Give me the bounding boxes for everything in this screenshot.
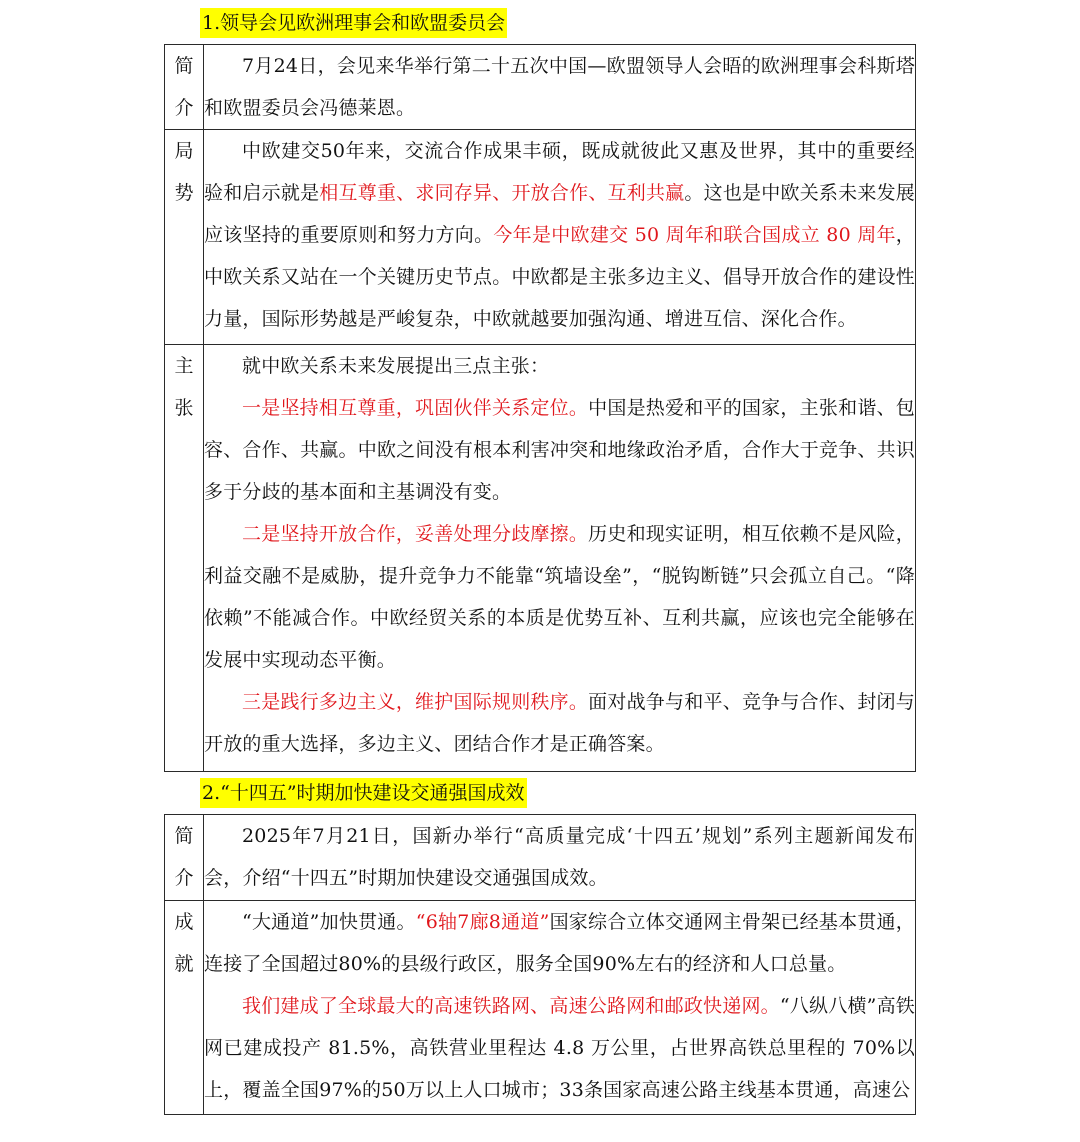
highlighted-text: 三是践行多边主义，维护国际规则秩序。: [242, 691, 589, 713]
highlighted-text: 相互尊重、求同存异、开放合作、互利共赢: [319, 182, 685, 204]
section-1-heading: 1.领导会见欧洲理事会和欧盟委员会: [200, 8, 507, 38]
table-row: [165, 901, 916, 1115]
body-text: 7月24日，会见来华举行第二十五次中国—欧盟领导人会晤的欧洲理事会科斯塔和欧盟委员会冯德莱恩。: [204, 55, 915, 119]
table-row: [165, 815, 916, 901]
body-text: 中欧建交50年来，交流合作成果丰硕，既成就彼此又惠及世界，其中的重要经验和启示就是: [204, 140, 915, 204]
highlighted-text: “6轴7廊8通道”: [415, 911, 550, 933]
paragraph: [204, 45, 915, 129]
highlighted-text: 二是坚持开放合作，妥善处理分歧摩擦。: [242, 523, 589, 545]
body-text: 历史和现实证明，相互依赖不是风险，利益交融不是威胁，提升竞争力不能靠“筑墙设垒”，“脱钩断链”只会孤立自己。“降依赖”不能减合作。中欧经贸关系的本质是优势互补、互利共赢，应该也完全能够在发展中实现动态平衡。: [204, 523, 915, 671]
body-text: ，中欧关系又站在一个关键历史节点。中欧都是主张多边主义、倡导开放合作的建设性力量，国际形势越是严峻复杂，中欧就越要加强沟通、增进互信、深化合作。: [204, 224, 915, 330]
highlighted-text: 我们建成了全球最大的高速铁路网、高速公路网和邮政快递网。: [242, 995, 780, 1017]
paragraph: [204, 387, 915, 513]
paragraph: [204, 901, 915, 985]
section-1-table: [164, 44, 916, 772]
paragraph: [204, 681, 915, 765]
row-body: [204, 345, 916, 772]
body-text: 面对战争与和平、竞争与合作、封闭与开放的重大选择，多边主义、团结合作才是正确答案。: [204, 691, 915, 755]
body-text: 就中欧关系未来发展提出三点主张：: [242, 355, 550, 377]
row-body: [204, 901, 916, 1115]
body-text: “大通道”加快贯通。: [242, 911, 416, 933]
body-text: “八纵八横”高铁网已建成投产 81.5%，高铁营业里程达 4.8 万公里，占世界高铁总里程的 70%以上，覆盖全国97%的50万以上人口城市；33条国家高速公路主线基本贯通，高速公: [204, 995, 915, 1101]
highlighted-text: 一是坚持相互尊重，巩固伙伴关系定位。: [242, 397, 589, 419]
row-body: [204, 815, 916, 901]
table-row: [165, 130, 916, 345]
paragraph: [204, 513, 915, 681]
paragraph: [204, 985, 915, 1111]
row-body: [204, 130, 916, 345]
section-2-table: [164, 814, 916, 1115]
row-label: 简 介: [165, 815, 204, 901]
table-row: [165, 45, 916, 130]
row-body: [204, 45, 916, 130]
paragraph: [204, 130, 915, 340]
body-text: 中国是热爱和平的国家，主张和谐、包容、合作、共赢。中欧之间没有根本利害冲突和地缘政治矛盾，合作大于竞争、共识多于分歧的基本面和主基调没有变。: [204, 397, 915, 503]
section-2-heading: 2.“十四五”时期加快建设交通强国成效: [200, 778, 527, 808]
paragraph: [204, 345, 915, 387]
body-text: 。这也是中欧关系未来发展应该坚持的重要原则和努力方向。: [204, 182, 915, 246]
body-text: 国家综合立体交通网主骨架已经基本贯通，连接了全国超过80%的县级行政区，服务全国90%左右的经济和人口总量。: [204, 911, 915, 975]
row-label: 局 势: [165, 130, 204, 345]
paragraph: [204, 815, 915, 899]
table-row: [165, 345, 916, 772]
row-label: 主 张: [165, 345, 204, 772]
row-label: 成 就: [165, 901, 204, 1115]
body-text: 2025年7月21日，国新办举行“高质量完成‘十四五’规划”系列主题新闻发布会，介绍“十四五”时期加快建设交通强国成效。: [204, 825, 915, 889]
highlighted-text: 今年是中欧建交 50 周年和联合国成立 80 周年: [493, 224, 896, 246]
row-label: 简 介: [165, 45, 204, 130]
